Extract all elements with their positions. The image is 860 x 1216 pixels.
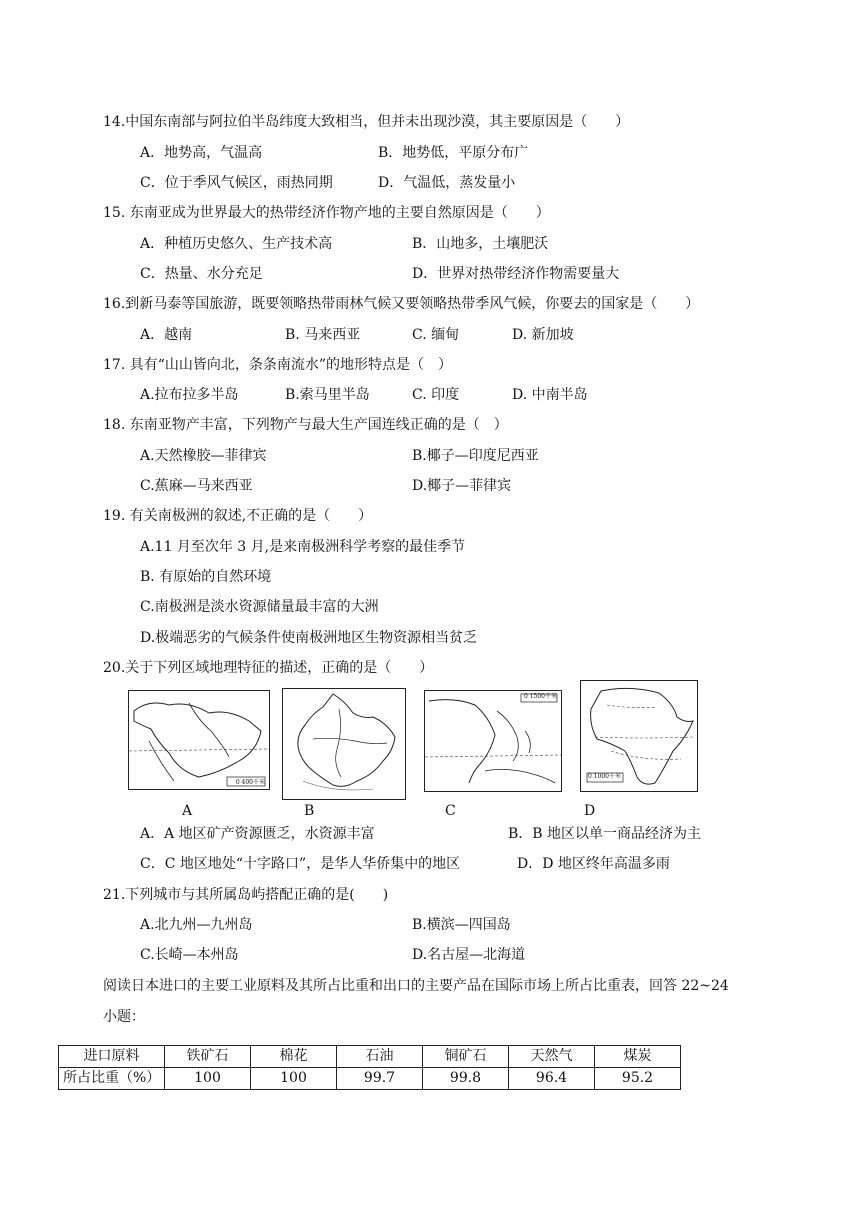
option-18a[interactable]: A.天然橡胶—菲律宾 (140, 448, 267, 464)
reading-intro-cont: 小题： (103, 1009, 145, 1025)
option-19b[interactable]: B. 有原始的自然环境 (140, 569, 272, 585)
option-20b[interactable]: B．B 地区以单一商品经济为主 (508, 826, 702, 842)
map-b-label: B (304, 803, 315, 819)
option-18c[interactable]: C.蕉麻—马来西亚 (140, 478, 253, 494)
option-16b[interactable]: B. 马来西亚 (285, 327, 361, 343)
option-14c[interactable]: C．位于季风气候区，雨热同期 (140, 175, 333, 191)
table-cell: 石油 (337, 1046, 423, 1068)
option-15a[interactable]: A．种植历史悠久、生产技术高 (140, 236, 333, 252)
option-21c[interactable]: C.长崎—本州岛 (140, 947, 239, 963)
option-16a[interactable]: A．越南 (140, 327, 193, 343)
option-21b[interactable]: B.横滨—四国岛 (412, 917, 511, 933)
option-17b[interactable]: B.索马里半岛 (285, 387, 370, 403)
option-15d[interactable]: D．世界对热带经济作物需要量大 (412, 266, 620, 282)
import-table (58, 1045, 681, 1090)
option-19a[interactable]: A.11 月至次年 3 月,是来南极洲科学考察的最佳季节 (140, 539, 466, 555)
reading-intro: 阅读日本进口的主要工业原料及其所占比重和出口的主要产品在国际市场上所占比重表，回答 22~24 (103, 978, 729, 994)
option-21a[interactable]: A.北九州—九州岛 (140, 917, 253, 933)
option-18b[interactable]: B.椰子—印度尼西亚 (412, 448, 539, 464)
option-19c[interactable]: C.南极洲是淡水资源储量最丰富的大洲 (140, 599, 379, 615)
table-cell: 99.8 (423, 1068, 509, 1090)
question-20: 20.关于下列区域地理特征的描述，正确的是（ ） (103, 660, 434, 676)
map-d-label: D (584, 803, 596, 819)
option-18d[interactable]: D.椰子—菲律宾 (412, 478, 512, 494)
option-15c[interactable]: C．热量、水分充足 (140, 266, 263, 282)
question-14: 14.中国东南部与阿拉伯半岛纬度大致相当，但并未出现沙漠，其主要原因是（ ） (103, 114, 630, 130)
question-16: 16.到新马泰等国旅游，既要领略热带雨林气候又要领略热带季风气候，你要去的国家是（ ） (103, 296, 700, 312)
map-c-scale: 0 1500千米 (524, 693, 557, 700)
table-header-row (59, 1046, 681, 1068)
region-maps (128, 680, 708, 798)
map-a-outline (129, 691, 269, 789)
table-cell: 天然气 (509, 1046, 595, 1068)
table-cell: 95.2 (595, 1068, 681, 1090)
map-a-scale: 0 400千米 (235, 779, 265, 786)
option-21d[interactable]: D.名古屋—北海道 (412, 947, 526, 963)
map-c (424, 690, 562, 792)
table-cell: 100 (165, 1068, 251, 1090)
option-15b[interactable]: B．山地多，土壤肥沃 (412, 236, 549, 252)
map-d (580, 680, 698, 792)
option-14a[interactable]: A．地势高，气温高 (140, 145, 263, 161)
option-20a[interactable]: A．A 地区矿产资源匮乏，水资源丰富 (140, 826, 375, 842)
table-cell: 棉花 (251, 1046, 337, 1068)
option-17d[interactable]: D. 中南半岛 (512, 387, 588, 403)
question-17: 17. 具有“山山皆向北，条条南流水”的地形特点是（ ） (103, 357, 453, 373)
table-cell: 所占比重（%） (59, 1068, 165, 1090)
map-b-outline (283, 689, 405, 799)
table-row (59, 1068, 681, 1090)
option-14d[interactable]: D．气温低，蒸发量小 (378, 175, 516, 191)
question-19: 19. 有关南极洲的叙述,不正确的是（ ） (103, 508, 373, 524)
table-cell: 100 (251, 1068, 337, 1090)
map-c-outline (425, 691, 561, 791)
table-cell: 煤炭 (595, 1046, 681, 1068)
option-17a[interactable]: A.拉布拉多半岛 (140, 387, 239, 403)
map-a-label: A (182, 803, 193, 819)
question-21: 21.下列城市与其所属岛屿搭配正确的是( ) (103, 887, 389, 903)
option-14b[interactable]: B．地势低，平原分布广 (378, 145, 529, 161)
option-16d[interactable]: D. 新加坡 (512, 327, 574, 343)
map-b (282, 688, 406, 800)
table-cell: 96.4 (509, 1068, 595, 1090)
option-16c[interactable]: C. 缅甸 (412, 327, 460, 343)
map-c-label: C (445, 803, 456, 819)
option-20c[interactable]: C．C 地区地处“十字路口”，是华人华侨集中的地区 (140, 856, 461, 872)
table-cell: 进口原料 (59, 1046, 165, 1068)
option-17c[interactable]: C. 印度 (412, 387, 460, 403)
map-a (128, 690, 270, 790)
table-cell: 铜矿石 (423, 1046, 509, 1068)
question-15: 15. 东南亚成为世界最大的热带经济作物产地的主要自然原因是（ ） (103, 205, 550, 221)
table-cell: 铁矿石 (165, 1046, 251, 1068)
table-cell: 99.7 (337, 1068, 423, 1090)
question-18: 18. 东南亚物产丰富，下列物产与最大生产国连线正确的是（ ） (103, 417, 508, 433)
map-d-scale: 0 1000千米 (588, 773, 621, 780)
option-19d[interactable]: D.极端恶劣的气候条件使南极洲地区生物资源相当贫乏 (140, 630, 478, 646)
option-20d[interactable]: D．D 地区终年高温多雨 (517, 856, 670, 872)
